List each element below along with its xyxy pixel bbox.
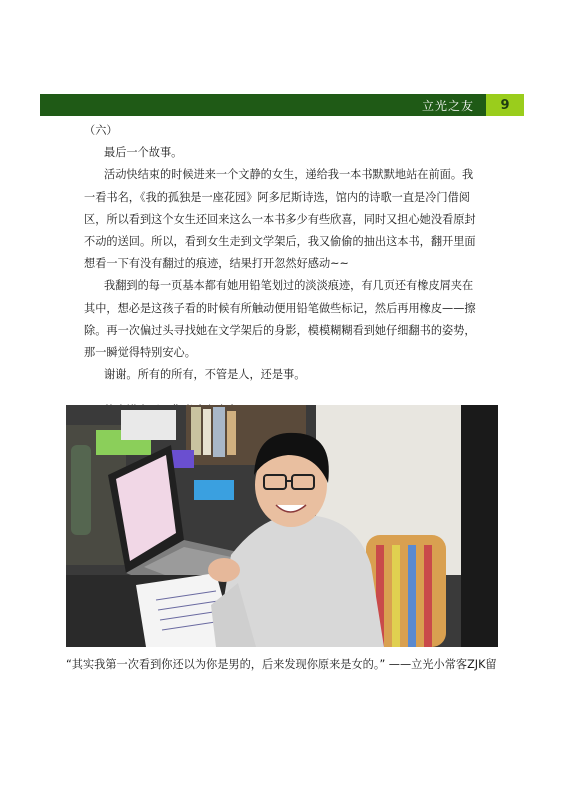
paragraph: 活动快结束的时候进来一个文静的女生，递给我一本书默默地站在前面。我一看书名，《我的孤独是一座花园》阿多尼斯诗选，馆内的诗歌一直是冷门借阅区，所以看到这个女生还回来这么一本书多少有些欣喜，同时又担心她没看原封不动的送回。所以，看到女生走到文学架后，我又偷偷的抽出这本书，翻开里面想看一下有没有翻过的痕迹，结果打开忽然好感动~~: [84, 168, 476, 271]
page-number-box: [486, 94, 524, 116]
article-body: [84, 120, 484, 423]
header-bar: [40, 94, 486, 116]
paragraph: 谢谢。所有的所有，不管是人，还是事。: [104, 368, 306, 382]
paragraph: 我翻到的每一页基本都有她用铅笔划过的淡淡痕迹，有几页还有橡皮屑夹在其中，想必是这孩子看的时候有所触动便用铅笔做些标记，然后再用橡皮——擦除。再一次偏过头寻找她在文学架后的身影，模模糊糊看到她仔细翻书的姿势，那一瞬觉得特别安心。: [84, 279, 476, 360]
paragraph: 最后一个故事。: [104, 146, 183, 160]
section-heading: （六）: [84, 124, 118, 137]
photo-caption: “其实我第一次看到你还以为你是男的，后来发现你原来是女的。” ——立光小常客ZJK留: [66, 658, 497, 671]
page-number: 9: [500, 97, 510, 113]
header-title: 立光之友: [421, 99, 474, 113]
photo-illustration: [66, 405, 498, 647]
photo: [66, 405, 498, 647]
